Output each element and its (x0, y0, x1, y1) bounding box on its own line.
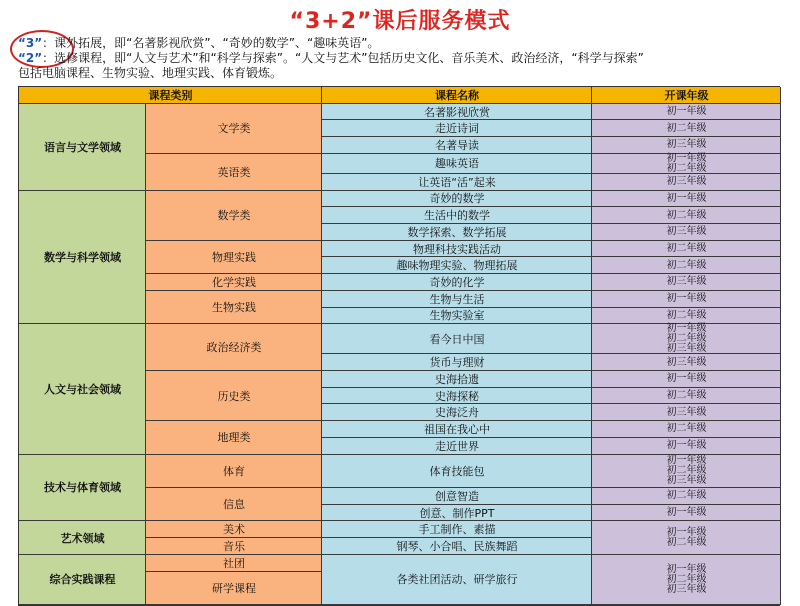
category-cell: 音乐 (146, 538, 322, 555)
grade-label: 初一年级 (666, 152, 707, 164)
grade-cell (592, 438, 781, 455)
grade-label: 初一年级 (666, 507, 707, 519)
category-cell: 生物实践 (146, 291, 322, 324)
domain-cell: 艺术领域 (19, 521, 146, 554)
category-cell: 物理实践 (146, 241, 322, 274)
grade-cell (592, 521, 781, 554)
grade-label: 初三年级 (666, 583, 707, 595)
grade-cell (592, 104, 781, 121)
page-title: “3+2”课后服务模式 (289, 9, 511, 34)
grade-cell (592, 120, 781, 137)
course-cell: 物理科技实践活动 (322, 241, 592, 258)
grade-cell (592, 388, 781, 405)
course-cell: 钢琴、小合唱、民族舞蹈 (322, 538, 592, 555)
category-cell: 美术 (146, 521, 322, 538)
grade-label: 初二年级 (666, 333, 707, 345)
course-cell: 走近诗词 (322, 120, 592, 137)
intro-text (18, 36, 790, 81)
grade-cell (592, 207, 781, 224)
course-cell: 走近世界 (322, 438, 592, 455)
grade-cell (592, 354, 781, 371)
grade-cell (592, 455, 781, 488)
grade-label: 初三年级 (666, 406, 707, 418)
grade-label: 初三年级 (666, 176, 707, 188)
category-cell: 体育 (146, 455, 322, 488)
category-cell: 文学类 (146, 104, 322, 154)
course-cell: 奇妙的化学 (322, 274, 592, 291)
grade-label: 初三年级 (666, 475, 707, 487)
course-cell: 史海探秘 (322, 388, 592, 405)
category-cell: 信息 (146, 488, 322, 521)
domain-cell: 语言与文学领域 (19, 104, 146, 191)
course-cell: 生物与生活 (322, 291, 592, 308)
course-cell: 生活中的数学 (322, 207, 592, 224)
intro-tag-3: “3” (18, 36, 43, 50)
header-category: 课程类别 (19, 87, 322, 104)
grade-label: 初二年级 (666, 209, 707, 221)
grade-label: 初二年级 (666, 423, 707, 435)
course-cell: 史海泛舟 (322, 404, 592, 421)
grade-label: 初一年级 (666, 455, 707, 467)
category-cell: 历史类 (146, 371, 322, 421)
grade-label: 初三年级 (666, 356, 707, 368)
course-cell: 数学探索、数学拓展 (322, 224, 592, 241)
intro-line-1: “3”：课外拓展，即“名著影视欣赏”、“奇妙的数学”、“趣味英语”。 (18, 36, 380, 50)
category-cell: 数学类 (146, 191, 322, 241)
grade-label: 初二年级 (666, 537, 707, 549)
course-cell: 体育技能包 (322, 455, 592, 488)
header-course: 课程名称 (322, 87, 592, 104)
grade-cell (592, 241, 781, 258)
grade-cell (592, 371, 781, 388)
category-cell: 地理类 (146, 421, 322, 454)
grade-cell (592, 137, 781, 154)
grade-label: 初二年级 (666, 259, 707, 271)
header-grade: 开课年级 (592, 87, 781, 104)
domain-cell: 数学与科学领域 (19, 191, 146, 325)
course-cell: 货币与理财 (322, 354, 592, 371)
grade-label: 初二年级 (666, 490, 707, 502)
course-cell: 名著导读 (322, 137, 592, 154)
category-cell: 英语类 (146, 154, 322, 191)
grade-label: 初三年级 (666, 139, 707, 151)
grade-cell (592, 191, 781, 208)
intro-line-3: 包括电脑课程、生物实验、地理实践、体育锻炼。 (18, 66, 283, 80)
grade-cell (592, 174, 781, 191)
course-cell: 史海拾遗 (322, 371, 592, 388)
grade-cell (592, 257, 781, 274)
course-cell: 趣味物理实验、物理拓展 (322, 257, 592, 274)
course-cell: 各类社团活动、研学旅行 (322, 555, 592, 605)
grade-label: 初二年级 (666, 243, 707, 255)
grade-label: 初三年级 (666, 226, 707, 238)
grade-label: 初一年级 (666, 192, 707, 204)
domain-cell: 技术与体育领域 (19, 455, 146, 522)
grade-cell (592, 154, 781, 174)
course-cell: 创意智造 (322, 488, 592, 505)
domain-cell: 人文与社会领域 (19, 324, 146, 454)
category-cell: 社团 (146, 555, 322, 572)
grade-cell (592, 274, 781, 291)
category-cell: 政治经济类 (146, 324, 322, 371)
grade-cell (592, 224, 781, 241)
grade-label: 初一年级 (666, 293, 707, 305)
grade-label: 初二年级 (666, 573, 707, 585)
category-cell: 研学课程 (146, 572, 322, 605)
grade-cell (592, 505, 781, 522)
grade-label: 初一年级 (666, 373, 707, 385)
intro-line-2: “2”：选修课程，即“人文与艺术”和“科学与探索”。“人文与艺术”包括历史文化、音乐美术、政治经济，“科学与探索” (18, 51, 644, 65)
course-cell: 手工制作、素描 (322, 521, 592, 538)
grade-label: 初一年级 (666, 527, 707, 539)
grade-label: 初二年级 (666, 122, 707, 134)
grade-label: 初二年级 (666, 465, 707, 477)
grade-label: 初三年级 (666, 276, 707, 288)
course-cell: 看今日中国 (322, 324, 592, 354)
intro-tag-2: “2” (18, 51, 43, 65)
grade-label: 初二年级 (666, 390, 707, 402)
course-cell: 名著影视欣赏 (322, 104, 592, 121)
course-cell: 让英语“活”起来 (322, 174, 592, 191)
course-cell: 趣味英语 (322, 154, 592, 174)
grade-cell (592, 421, 781, 438)
grade-label: 初一年级 (666, 106, 707, 118)
course-cell: 祖国在我心中 (322, 421, 592, 438)
grade-label: 初一年级 (666, 440, 707, 452)
grade-label: 初一年级 (666, 563, 707, 575)
grade-cell (592, 555, 781, 605)
grade-cell (592, 404, 781, 421)
course-cell: 奇妙的数学 (322, 191, 592, 208)
grade-label: 初二年级 (666, 309, 707, 321)
grade-label: 初三年级 (666, 343, 707, 355)
course-cell: 生物实验室 (322, 308, 592, 325)
grade-label: 初二年级 (666, 162, 707, 174)
grade-cell (592, 324, 781, 354)
domain-cell: 综合实践课程 (19, 555, 146, 605)
grade-label: 初一年级 (666, 323, 707, 335)
category-cell: 化学实践 (146, 274, 322, 291)
grade-cell (592, 488, 781, 505)
grade-cell (592, 291, 781, 308)
course-cell: 创意、制作PPT (322, 505, 592, 522)
course-table (18, 86, 780, 606)
grade-cell (592, 308, 781, 325)
